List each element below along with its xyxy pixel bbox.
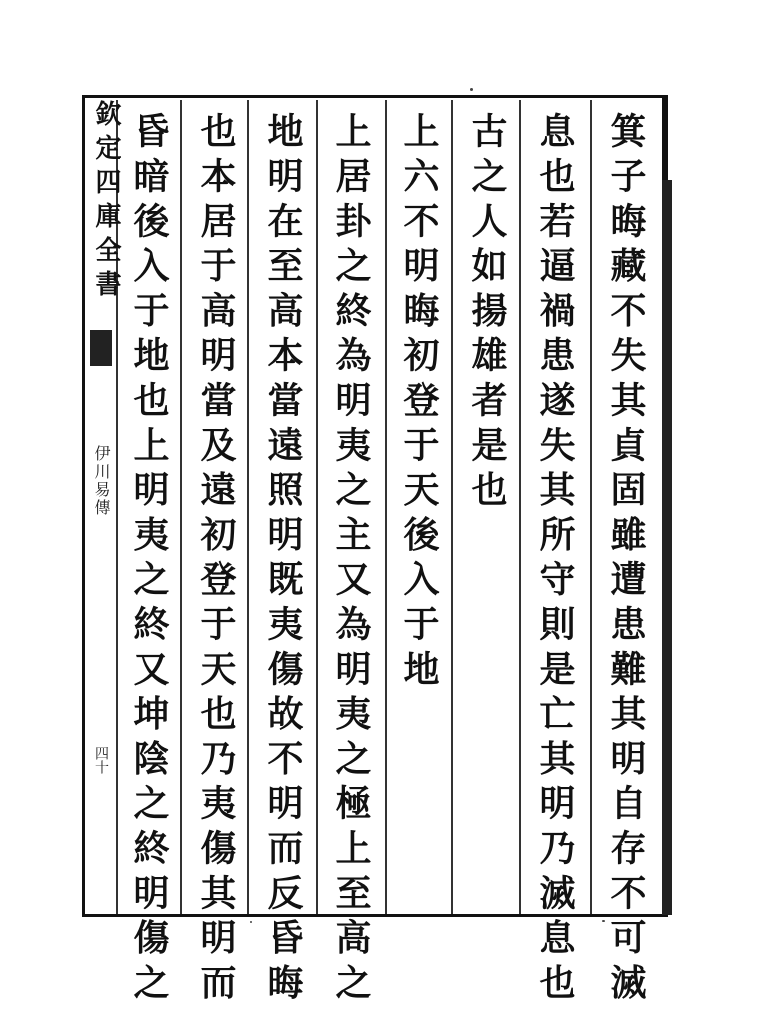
- column-rule: [519, 100, 521, 914]
- text-column-6: 地明在至高本當遠照明既夷傷故不明而反昏晦: [262, 112, 304, 1008]
- column-rule: [590, 100, 592, 914]
- book-title: 欽定四庫全書: [91, 100, 121, 304]
- fishtail-mark: [90, 330, 112, 366]
- text-column-8: 昏暗後入于地也上明夷之終又坤陰之終明傷之: [128, 112, 170, 1008]
- column-rule: [316, 100, 318, 914]
- text-column-1: 箕子晦藏不失其貞固雖遭患難其明自存不可滅: [605, 112, 647, 1008]
- page-spine-shadow: [662, 180, 672, 915]
- column-rule: [247, 100, 249, 914]
- text-column-2: 息也若逼禍患遂失其所守則是亡其明乃滅息也: [534, 112, 576, 1008]
- scan-speck: [250, 921, 252, 923]
- text-column-3: 古之人如揚雄者是也: [466, 112, 508, 516]
- column-rule: [385, 100, 387, 914]
- text-column-7: 也本居于高明當及遠初登于天也乃夷傷其明而: [195, 112, 237, 1008]
- text-column-4: 上六不明晦初登于天後入于地: [398, 112, 440, 695]
- book-subtitle: 伊川易傳: [92, 445, 111, 517]
- scan-speck: [470, 88, 473, 91]
- column-rule: [180, 100, 182, 914]
- text-column-5: 上居卦之終為明夷之主又為明夷之極上至高之: [330, 112, 372, 1008]
- scan-speck: [602, 920, 605, 922]
- column-rule: [451, 100, 453, 914]
- page-number: 四十: [93, 746, 109, 774]
